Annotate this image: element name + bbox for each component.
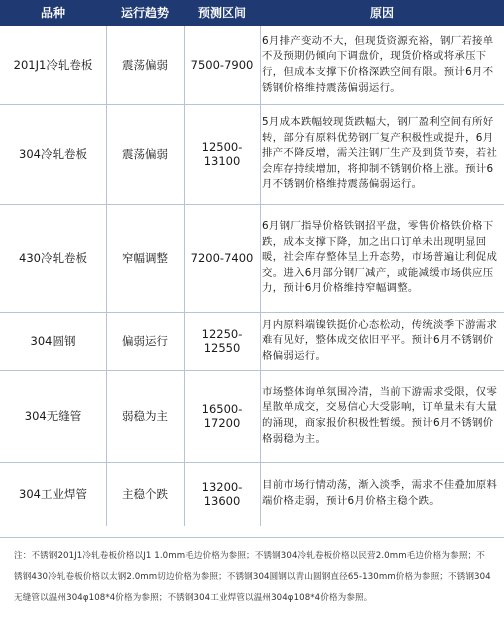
header-product: 品种 bbox=[40, 6, 65, 20]
column-divider bbox=[184, 26, 185, 526]
table-row bbox=[0, 312, 504, 371]
trend-cell: 震荡偏弱 bbox=[122, 58, 168, 72]
header-trend: 运行趋势 bbox=[120, 6, 169, 20]
range-cell: 12500-13100 bbox=[201, 140, 243, 168]
reason-cell: 市场整体询单氛围冷清，当前下游需求受限，仅零星散单成交，交易信心大受影响，订单量未有大量的涌现，商家报价积极性暂缓。预计6月不锈钢价格弱稳为主。 bbox=[262, 385, 498, 445]
product-cell: 304圆钢 bbox=[30, 334, 76, 348]
footnote: 注：不锈钢201J1冷轧卷板价格以J1 1.0mm毛边价格为参照；不锈钢304冷轧卷板价格以民营2.0mm毛边价格为参照；不锈钢430冷轧卷板价格以太钢2.0mm切边价格为参照；不锈钢304圆钢以青山圆钢直径65-130mm价格为参照；不锈钢304无缝管以温州304φ108*4价格为参照；不锈钢304工业焊管以温州304φ108*4价格为参照。 bbox=[14, 551, 491, 603]
product-cell: 430冷轧卷板 bbox=[19, 251, 87, 265]
range-cell: 12250-12550 bbox=[201, 327, 243, 355]
trend-cell: 主稳个跌 bbox=[122, 487, 168, 501]
trend-cell: 弱稳为主 bbox=[122, 409, 168, 423]
trend-cell: 震荡偏弱 bbox=[122, 147, 168, 161]
range-cell: 7200-7400 bbox=[190, 251, 254, 265]
table-row bbox=[0, 204, 504, 313]
range-cell: 7500-7900 bbox=[190, 58, 254, 72]
reason-cell: 5月成本跌幅较现货跌幅大，钢厂盈利空间有所好转，部分有原料优势钢厂复产积极性或提升，6月排产不降反增，需关注钢厂生产及到货节奏，若社会库存持续增加，将抑制不锈钢价格上涨。预计6月不锈钢价格维持震荡偏弱运行。 bbox=[262, 116, 498, 191]
header-reason: 原因 bbox=[369, 6, 394, 20]
range-cell: 13200-13600 bbox=[201, 480, 243, 508]
range-cell: 16500-17200 bbox=[201, 402, 243, 430]
table-row bbox=[0, 462, 504, 526]
table-row bbox=[0, 26, 504, 105]
product-cell: 304冷轧卷板 bbox=[19, 147, 87, 161]
trend-cell: 偏弱运行 bbox=[122, 334, 168, 348]
table-row bbox=[0, 104, 504, 205]
table-row bbox=[0, 370, 504, 463]
footer-divider bbox=[0, 537, 504, 538]
header-range: 预测区间 bbox=[197, 6, 246, 20]
reason-cell: 月内原料端镍铁挺价心态松动，传统淡季下游需求难有见好，整体成交依旧平平。预计6月不锈钢价格偏弱运行。 bbox=[262, 318, 498, 362]
table-header bbox=[0, 0, 504, 26]
column-divider bbox=[106, 26, 107, 526]
product-cell: 304无缝管 bbox=[24, 409, 82, 423]
trend-cell: 窄幅调整 bbox=[122, 251, 168, 265]
product-cell: 201J1冷轧卷板 bbox=[13, 58, 93, 72]
column-divider bbox=[260, 26, 261, 526]
product-cell: 304工业焊管 bbox=[19, 487, 87, 501]
reason-cell: 6月钢厂指导价格铁钢招平盘，零售价格铁价格下跌，成本支撑下降，加之出口订单未出现明显回暖，社会库存整体呈上升态势，市场普遍让利促成交。进入6月部分钢厂减产，或能减缓市场供应压力，预计6月价格维持窄幅调整。 bbox=[262, 220, 498, 295]
reason-cell: 目前市场行情动荡，渐入淡季，需求不佳叠加原料端价格走弱，预计6月价格主稳个跌。 bbox=[262, 479, 498, 507]
reason-cell: 6月排产变动不大，但现货资源充裕，钢厂若接单不及预期仍倾向下调盘价，现货价格或将承压下行，但成本支撑下价格深跌空间有限。预计6月不锈钢价格维持震荡偏弱运行。 bbox=[262, 34, 494, 94]
